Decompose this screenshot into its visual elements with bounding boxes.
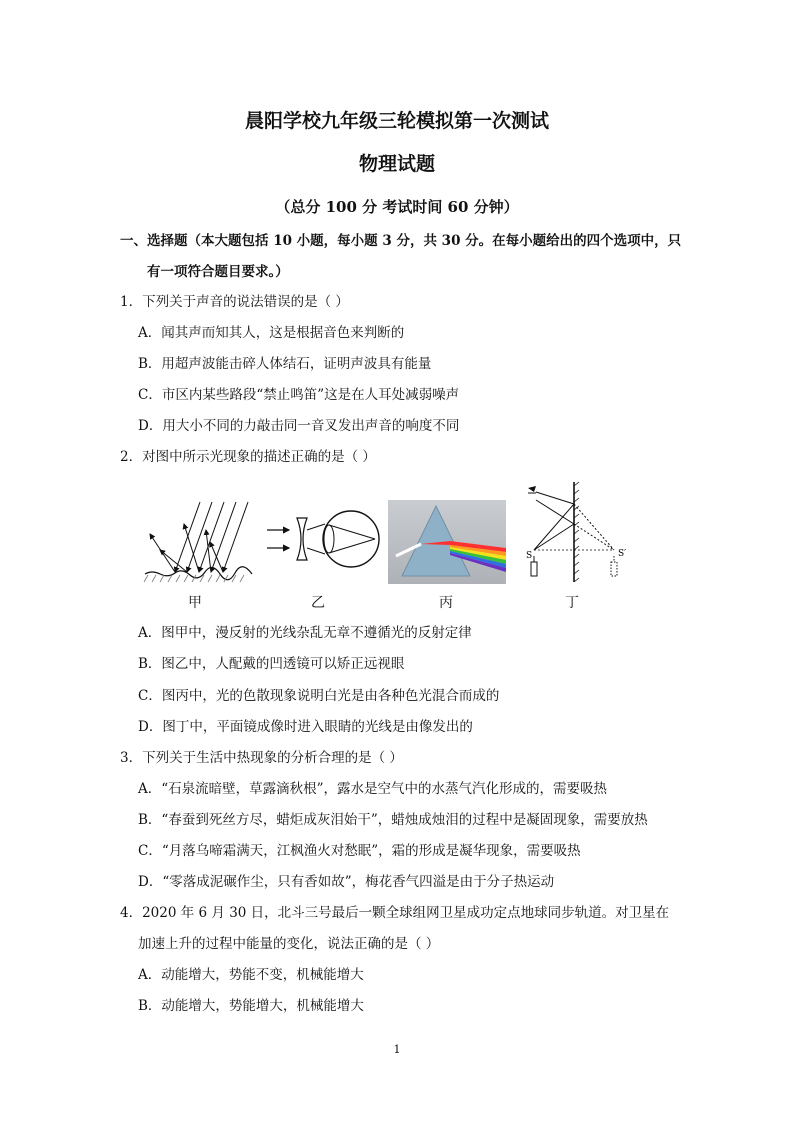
- q1-option-c: C．市区内某些路段“禁止鸣笛”这是在人耳处减弱噪声: [138, 387, 460, 403]
- q3-option-c: C．“月落乌啼霜满天，江枫渔火对愁眠”，霜的形成是凝华现象，需要吸热: [138, 843, 581, 859]
- figure-yi-eye-lens: [263, 500, 383, 580]
- q1-option-a: A．闻其声而知其人，这是根据音色来判断的: [138, 325, 405, 341]
- q4-stem-cont: 加速上升的过程中能量的变化，说法正确的是（ ）: [138, 936, 440, 952]
- q2-stem: 2．对图中所示光现象的描述正确的是（ ）: [120, 449, 376, 465]
- source-label: S: [526, 551, 533, 561]
- q2-option-b: B．图乙中，人配戴的凹透镜可以矫正远视眼: [138, 656, 405, 672]
- q4-option-a: A．动能增大，势能不变，机械能增大: [138, 967, 364, 983]
- q2-option-a: A．图甲中，漫反射的光线杂乱无章不遵循光的反射定律: [138, 625, 472, 641]
- figure-label-yi: 乙: [311, 595, 325, 611]
- figure-bing-prism-dispersion: [388, 500, 506, 584]
- q2-option-c: C．图丙中，光的色散现象说明白光是由各种色光混合而成的: [138, 688, 500, 704]
- figure-label-jia: 甲: [188, 595, 202, 611]
- image-label: S′: [618, 549, 627, 559]
- q4-option-b: B．动能增大，势能增大，机械能增大: [138, 998, 364, 1014]
- q3-option-b: B．“春蚕到死丝方尽，蜡炬成灰泪始干”，蜡烛成烛泪的过程中是凝固现象，需要放热: [138, 812, 648, 828]
- q1-stem: 1．下列关于声音的说法错误的是（ ）: [120, 294, 349, 310]
- figure-jia-diffuse-reflection: [140, 494, 260, 586]
- q1-option-d: D．用大小不同的力敲击同一音叉发出声音的响度不同: [138, 418, 460, 434]
- q3-option-d: D．“零落成泥碾作尘，只有香如故”，梅花香气四溢是由于分子热运动: [138, 874, 555, 890]
- figure-label-bing: 丙: [439, 595, 453, 611]
- q1-option-b: B．用超声波能击碎人体结石，证明声波具有能量: [138, 356, 432, 372]
- figure-ding-plane-mirror: [522, 478, 637, 586]
- q2-option-d: D．图丁中，平面镜成像时进入眼睛的光线是由像发出的: [138, 719, 473, 735]
- section-heading-cont: 有一项符合题目要求。）: [147, 264, 289, 280]
- exam-title: 晨阳学校九年级三轮模拟第一次测试: [244, 110, 549, 132]
- exam-subtitle: 物理试题: [358, 153, 435, 175]
- q4-stem: 4．2020 年 6 月 30 日，北斗三号最后一颗全球组网卫星成功定点地球同步轨道。对卫星在: [120, 905, 670, 921]
- q3-stem: 3．下列关于生活中热现象的分析合理的是（ ）: [120, 750, 403, 766]
- page-number: 1: [393, 1043, 401, 1056]
- section-heading: 一、选择题（本大题包括 10 小题，每小题 3 分，共 30 分。在每小题给出的四个选项中，只: [120, 233, 682, 249]
- exam-info: （总分 100 分 考试时间 60 分钟）: [275, 198, 519, 216]
- figure-label-ding: 丁: [565, 595, 579, 611]
- q3-option-a: A．“石泉流暗壁，草露滴秋根”，露水是空气中的水蒸气汽化形成的，需要吸热: [138, 781, 608, 797]
